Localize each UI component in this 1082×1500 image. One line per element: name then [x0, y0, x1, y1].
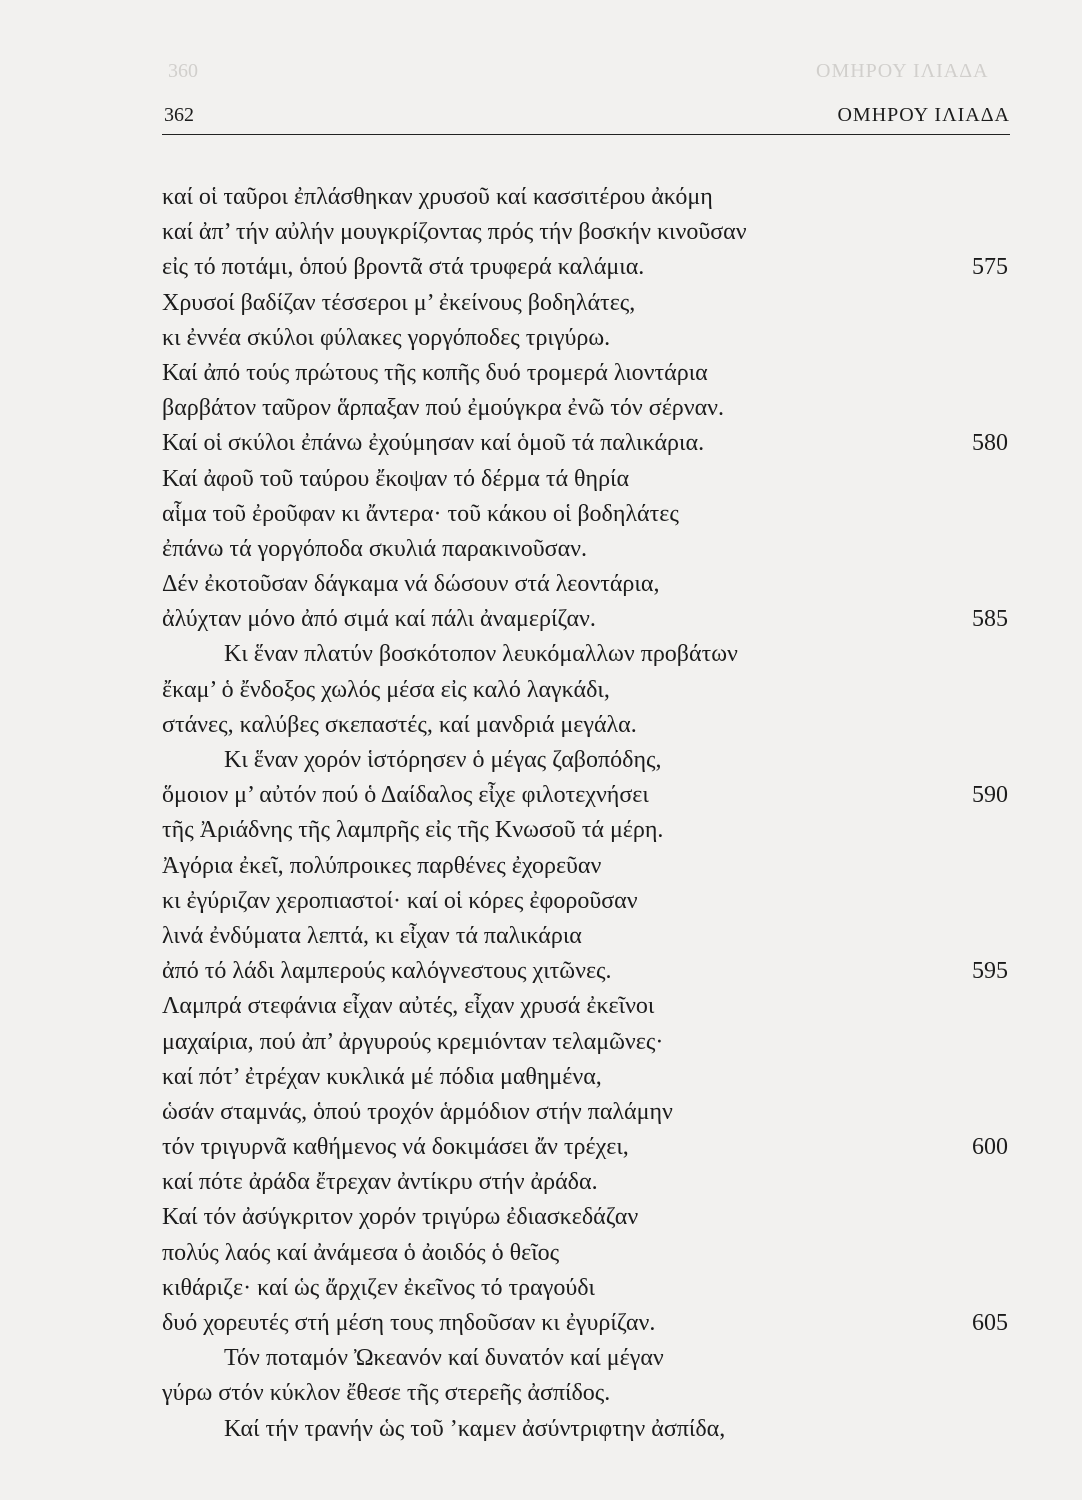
verse-text: γύρω στόν κύκλον ἔθεσε τῆς στερεῆς ἀσπίδος. [162, 1380, 611, 1407]
verse-line [162, 532, 1022, 567]
verse-line [162, 849, 1022, 884]
verse-text: Χρυσοί βαδίζαν τέσσεροι μ’ ἐκείνους βοδηλάτες, [162, 289, 636, 316]
verse-text: Δέν ἐκοτοῦσαν δάγκαμα νά δώσουν στά λεοντάρια, [162, 571, 660, 598]
verse-text: Καί τήν τρανήν ὡς τοῦ ’καμεν ἀσύντριφτην ἀσπίδα, [224, 1415, 726, 1442]
verse-text: Καί τόν ἀσύγκριτον χορόν τριγύρω ἐδιασκεδάζαν [162, 1204, 639, 1231]
line-number: 575 [972, 254, 1008, 281]
verse-line [162, 321, 1022, 356]
verse-line [162, 462, 1022, 497]
line-number: 605 [972, 1310, 1008, 1336]
running-title: ΟΜΗΡΟΥ ΙΛΙΑΔΑ [837, 104, 1010, 126]
verse-line [162, 180, 1022, 215]
verse-text: Κι ἕναν πλατύν βοσκότοπον λευκόμαλλων προβάτων [224, 641, 738, 668]
verse-text: κι ἐγύριζαν χεροπιαστοί· καί οἱ κόρες ἐφοροῦσαν [162, 887, 638, 914]
verse-line [162, 673, 1022, 708]
line-number: 600 [972, 1134, 1008, 1161]
verse-line [162, 743, 1022, 778]
line-number: 580 [972, 430, 1008, 457]
verse-text: τόν τριγυρνᾶ καθήμενος νά δοκιμάσει ἄν τρέχει, [162, 1134, 629, 1161]
verse-line [162, 813, 1022, 848]
verse-line [162, 356, 1022, 391]
verse-line [162, 567, 1022, 602]
verse-text: Τόν ποταμόν Ὠκεανόν καί δυνατόν καί μέγαν [224, 1345, 664, 1372]
verse-text: Ἀγόρια ἐκεῖ, πολύπροικες παρθένες ἐχορεῦαν [162, 852, 602, 879]
verse-line [162, 1060, 1022, 1095]
verse-line [162, 1306, 1022, 1341]
verse-line [162, 250, 1022, 285]
verse-text: λινά ἐνδύματα λεπτά, κι εἶχαν τά παλικάρια [162, 922, 582, 949]
verse-line [162, 602, 1022, 637]
line-number: 585 [972, 606, 1008, 633]
verse-line [162, 1236, 1022, 1271]
bleed-through-title: ΟΜΗΡΟΥ ΙΛΙΑΔΑ [816, 60, 989, 82]
verse-text: στάνες, καλύβες σκεπαστές, καί μανδριά μεγάλα. [162, 711, 637, 738]
verse-line [162, 989, 1022, 1024]
verse-text: Καί ἀπό τούς πρώτους τῆς κοπῆς δυό τρομερά λιοντάρια [162, 359, 708, 386]
verse-line [162, 1130, 1022, 1165]
verse-text: κι ἐννέα σκύλοι φύλακες γοργόποδες τριγύρω. [162, 324, 611, 351]
line-number: 590 [972, 782, 1008, 809]
verse-text: εἰς τό ποτάμι, ὁπού βροντᾶ στά τρυφερά καλάμια. [162, 254, 645, 281]
verse-line [162, 778, 1022, 813]
line-number: 595 [972, 958, 1008, 985]
verse-text: Κι ἕναν χορόν ἱστόρησεν ὁ μέγας ζαβοπόδης, [224, 747, 662, 773]
verse-line [162, 215, 1022, 250]
verse-text: Καί οἱ σκύλοι ἐπάνω ἐχούμησαν καί ὁμοῦ τά παλικάρια. [162, 430, 705, 457]
verse-text: καί πότε ἀράδα ἔτρεχαν ἀντίκρυ στήν ἀράδα. [162, 1169, 598, 1196]
bleed-through-page-number: 360 [168, 60, 198, 82]
verse-text: ἀλύχταν μόνο ἀπό σιμά καί πάλι ἀναμερίζαν. [162, 606, 596, 633]
page-header [162, 104, 1010, 135]
verse-line [162, 1165, 1022, 1200]
verse-line [162, 497, 1022, 532]
verse-line [162, 708, 1022, 743]
verse-line [162, 1412, 1022, 1447]
page-number: 362 [164, 104, 194, 126]
verse-text: μαχαίρια, πού ἀπ’ ἀργυρούς κρεμιόνταν τελαμῶνες· [162, 1028, 664, 1055]
verse-text: ὅμοιον μ’ αὐτόν πού ὁ Δαίδαλος εἶχε φιλοτεχνήσει [162, 782, 649, 809]
verse-text: Λαμπρά στεφάνια εἶχαν αὐτές, εἶχαν χρυσά ἐκεῖνοι [162, 993, 655, 1020]
verse-line [162, 1200, 1022, 1235]
verse-line [162, 884, 1022, 919]
poem-body [162, 180, 1022, 1447]
verse-text: κιθάριζε· καί ὡς ἄρχιζεν ἐκεῖνος τό τραγούδι [162, 1274, 595, 1301]
verse-text: δυό χορευτές στή μέση τους πηδοῦσαν κι ἐγυρίζαν. [162, 1310, 656, 1336]
verse-text: ἀπό τό λάδι λαμπερούς καλόγνεστους χιτῶνες. [162, 958, 612, 985]
verse-line [162, 919, 1022, 954]
verse-text: Καί ἀφοῦ τοῦ ταύρου ἔκοψαν τό δέρμα τά θηρία [162, 465, 630, 492]
verse-text: ἐπάνω τά γοργόποδα σκυλιά παρακινοῦσαν. [162, 535, 588, 562]
verse-line [162, 391, 1022, 426]
verse-line [162, 426, 1022, 461]
verse-line [162, 954, 1022, 989]
verse-line [162, 637, 1022, 672]
verse-line [162, 1376, 1022, 1411]
verse-line [162, 286, 1022, 321]
verse-text: καί ἀπ’ τήν αὐλήν μουγκρίζοντας πρός τήν βοσκήν κινοῦσαν [162, 219, 747, 246]
verse-text: ὡσάν σταμνάς, ὁπού τροχόν ἁρμόδιον στήν παλάμην [162, 1098, 673, 1125]
verse-text: τῆς Ἀριάδνης τῆς λαμπρῆς εἰς τῆς Κνωσοῦ τά μέρη. [162, 817, 664, 844]
verse-text: ἔκαμ’ ὁ ἔνδοξος χωλός μέσα εἰς καλό λαγκάδι, [162, 676, 610, 703]
verse-text: καί οἱ ταῦροι ἐπλάσθηκαν χρυσοῦ καί κασσιτέρου ἀκόμη [162, 184, 713, 210]
verse-line [162, 1271, 1022, 1306]
verse-line [162, 1025, 1022, 1060]
verse-line [162, 1095, 1022, 1130]
verse-text: αἷμα τοῦ ἐροῦφαν κι ἄντερα· τοῦ κάκου οἱ βοδηλάτες [162, 500, 679, 527]
verse-text: καί πότ’ ἐτρέχαν κυκλικά μέ πόδια μαθημένα, [162, 1063, 602, 1090]
verse-text: βαρβάτον ταῦρον ἅρπαξαν πού ἐμούγκρα ἐνῶ τόν σέρναν. [162, 395, 725, 422]
verse-text: πολύς λαός καί ἀνάμεσα ὁ ἀοιδός ὁ θεῖος [162, 1239, 560, 1266]
verse-line [162, 1341, 1022, 1376]
